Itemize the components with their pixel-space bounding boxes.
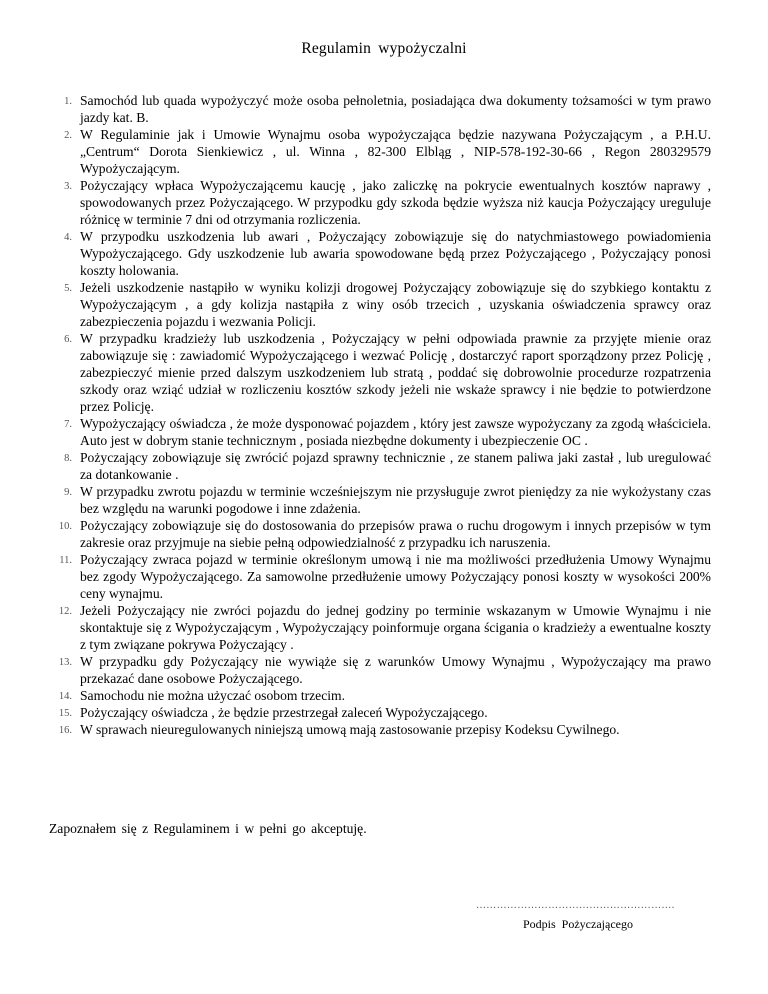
rule-item <box>0 704 768 721</box>
rule-item <box>0 517 768 551</box>
rule-number: 15. <box>58 708 72 719</box>
rule-item <box>0 177 768 228</box>
rule-item <box>0 330 768 415</box>
rule-text: W przypadku zwrotu pojazdu w terminie wcześniejszym nie przysługuje zwrot pieniędzy za nie wykożystany czas bez względu na warunki pogodowe i inne zdażenia. <box>80 484 711 516</box>
rule-text: Wypożyczający oświadcza , że może dysponować pojazdem , który jest zawsze wypożyczany za zgodą właściciela. Auto jest w dobrym stanie technicznym , posiada niezbędne dokumenty i ubezpieczenie OC . <box>80 416 711 448</box>
rule-item <box>0 279 768 330</box>
rule-item <box>0 92 768 126</box>
rule-number: 6. <box>64 334 72 345</box>
rule-item <box>0 687 768 704</box>
rule-item <box>0 126 768 177</box>
rule-number: 12. <box>58 606 72 617</box>
rule-number: 16. <box>58 725 72 736</box>
rule-item <box>0 449 768 483</box>
rule-number: 11. <box>59 555 72 566</box>
rules-list <box>0 92 768 738</box>
rule-text: W Regulaminie jak i Umowie Wynajmu osoba wypożyczająca będzie nazywana Pożyczającym , a P.H.U. „Centrum“ Dorota Sienkiewicz , ul. Winna , 82-300 Elbląg , NIP-578-192-30-66 , Regon 280329579 Wypożyczającym. <box>80 127 711 176</box>
rule-number: 2. <box>64 130 72 141</box>
rule-text: W przypadku kradzieży lub uszkodzenia , Pożyczający w pełni odpowiada prawnie za przyjęte mienie oraz zabowiązuje się : zawiadomić Wypożyczającego i wezwać Policję , dostarczyć raport sporządzony przez Policję , zabezpieczyć mienie przed dalszym uszkodzeniem lub stratą , poddać się dobrowolnie procedurze rozpatrzenia szkody oraz wziąć udział w rozliczeniu kosztów szkody jeżeli nie wskaże sprawcy i nie będzie to potwierdzone przez Policję. <box>80 331 711 414</box>
rule-number: 4. <box>64 232 72 243</box>
rule-number: 1. <box>64 96 72 107</box>
rule-item <box>0 653 768 687</box>
document-title: Regulamin wypożyczalni <box>301 40 467 57</box>
rule-text: W przypodku uszkodzenia lub awari , Pożyczający zobowiązuje się do natychmiastowego powiadomienia Wypożyczającego. Gdy uszkodzenie lub awaria spowodowane będą przez Pożyczającego , Pożyczający ponosi koszty holowania. <box>80 229 711 278</box>
rule-number: 7. <box>64 419 72 430</box>
rule-text: Jeżeli Pożyczający nie zwróci pojazdu do jednej godziny po terminie wskazanym w Umowie Wynajmu i nie skontaktuje się z Wypożyczającym , Wypożyczający poinformuje organa ścigania o kradzieży a ewentualne koszty z tym związane pokrywa Pożyczający . <box>80 603 711 652</box>
rule-text: Pożyczający oświadcza , że będzie przestrzegał zaleceń Wypożyczającego. <box>80 705 488 720</box>
rule-number: 13. <box>58 657 72 668</box>
rule-item <box>0 721 768 738</box>
rule-number: 10. <box>58 521 72 532</box>
rule-text: W przypadku gdy Pożyczający nie wywiąże się z warunków Umowy Wynajmu , Wypożyczający ma prawo przekazać dane osobowe Pożyczającego. <box>80 654 711 686</box>
rule-number: 14. <box>58 691 72 702</box>
signature-line: …………………………………………………. <box>476 900 675 911</box>
rule-text: Pożyczający zobowiązuje się do dostosowania do przepisów prawa o ruchu drogowym i innych przepisów w tym zakresie oraz przyjmuje na siebie pełną odpowiedzialność z przypadku ich naruszenia. <box>80 518 711 550</box>
signature-label: Podpis Pożyczającego <box>523 917 633 931</box>
rule-text: Jeżeli uszkodzenie nastąpiło w wyniku kolizji drogowej Pożyczający zobowiązuje się do szybkiego kontaktu z Wypożyczającym , a gdy kolizja nastąpiła z winy osób trzecich , uzyskania oświadczenia sprawcy oraz zabezpieczenia pojazdu i wezwania Policji. <box>80 280 711 329</box>
rule-number: 3. <box>64 181 72 192</box>
rule-text: Samochód lub quada wypożyczyć może osoba pełnoletnia, posiadająca dwa dokumenty tożsamości w tym prawo jazdy kat. B. <box>80 93 711 125</box>
rule-text: Samochodu nie można użyczać osobom trzecim. <box>80 688 345 703</box>
rule-item <box>0 415 768 449</box>
rule-text: Pożyczający wpłaca Wypożyczającemu kaucję , jako zaliczkę na pokrycie ewentualnych kosztów naprawy , spowodowanych przez Pożyczającego. W przypodku gdy szkoda będzie wyższa niż kaucja Pożyczający ureguluje różnicę w terminie 7 dni od otrzymania rozliczenia. <box>80 178 711 227</box>
rule-number: 9. <box>64 487 72 498</box>
rule-text: W sprawach nieuregulowanych niniejszą umową mają zastosowanie przepisy Kodeksu Cywilnego. <box>80 722 620 737</box>
rule-text: Pożyczający zobowiązuje się zwrócić pojazd sprawny technicznie , ze stanem paliwa jaki zastał , lub uregulować za dotankowanie . <box>80 450 711 482</box>
acceptance-statement: Zapoznałem się z Regulaminem i w pełni go akceptuję. <box>49 821 367 836</box>
rule-item <box>0 602 768 653</box>
rule-item <box>0 228 768 279</box>
rule-number: 5. <box>64 283 72 294</box>
rule-text: Pożyczający zwraca pojazd w terminie określonym umową i nie ma możliwości przedłużenia Umowy Wynajmu bez zgody Wypożyczającego. Za samowolne przedłużenie umowy Pożyczający ponosi koszty w wysokości 200% ceny wynajmu. <box>80 552 711 601</box>
rule-number: 8. <box>64 453 72 464</box>
rule-item <box>0 483 768 517</box>
rule-item <box>0 551 768 602</box>
